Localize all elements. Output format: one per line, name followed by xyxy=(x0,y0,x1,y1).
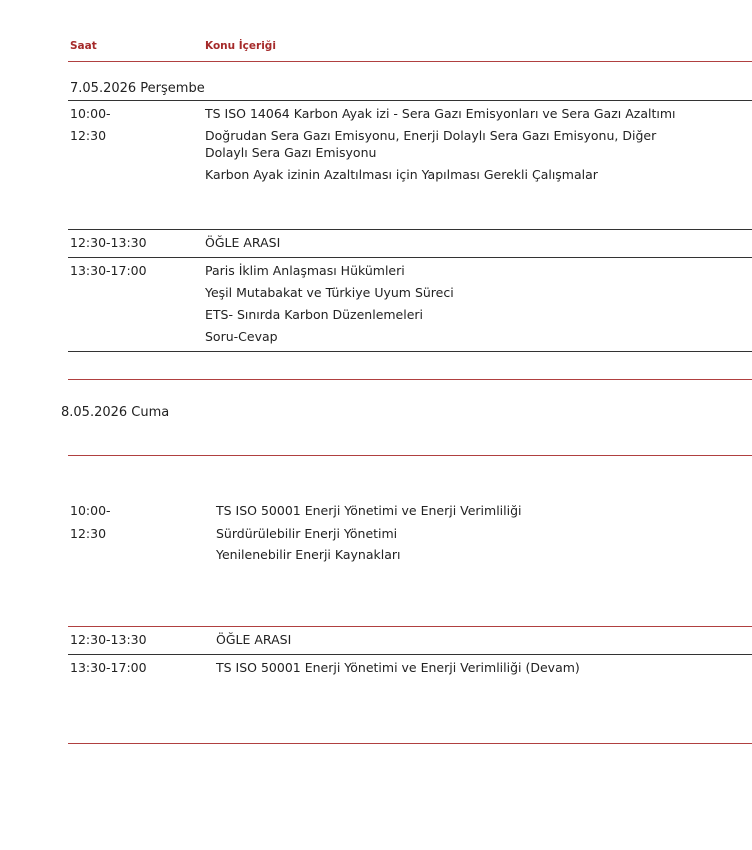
day1-lunch-time: 12:30-13:30 xyxy=(70,235,147,250)
day2-session1-topic: Yenilenebilir Enerji Kaynakları xyxy=(216,547,401,562)
day2-session1-time-start: 10:00- xyxy=(70,503,111,518)
day2-session2-topic: TS ISO 50001 Enerji Yönetimi ve Enerji Verimliliği (Devam) xyxy=(216,660,580,675)
day1-divider xyxy=(68,100,752,101)
day2-session1-topic: TS ISO 50001 Enerji Yönetimi ve Enerji Verimliliği xyxy=(216,503,522,518)
day1-date: 7.05.2026 Perşembe xyxy=(70,81,205,96)
day1-session1-topic: Doğrudan Sera Gazı Emisyonu, Enerji Dolaylı Sera Gazı Emisyonu, Diğer Dolaylı Sera Gazı Emisyonu xyxy=(205,128,657,160)
day1-session2-topic: Soru-Cevap xyxy=(205,329,278,344)
day2-lunch-time: 12:30-13:30 xyxy=(70,632,147,647)
day1-lunch-label: ÖĞLE ARASI xyxy=(205,235,281,250)
day-separator xyxy=(68,379,752,380)
day1-session2-topic: Yeşil Mutabakat ve Türkiye Uyum Süreci xyxy=(205,285,454,300)
day2-session2-time: 13:30-17:00 xyxy=(70,660,147,675)
day1-lunch-divider-bottom xyxy=(68,257,752,258)
day1-end-divider xyxy=(68,351,752,352)
day2-date: 8.05.2026 Cuma xyxy=(61,405,170,420)
day1-session1-time-start: 10:00- xyxy=(70,106,111,121)
day2-session1-topic: Sürdürülebilir Enerji Yönetimi xyxy=(216,526,398,541)
day2-lunch-label: ÖĞLE ARASI xyxy=(216,632,292,647)
day2-session1-time-end: 12:30 xyxy=(70,526,107,541)
day1-session1-topic: Karbon Ayak izinin Azaltılması için Yapılması Gerekli Çalışmalar xyxy=(205,167,598,182)
column-header-time: Saat xyxy=(70,40,97,52)
column-header-topic: Konu İçeriği xyxy=(205,40,276,52)
day1-session2-topic: Paris İklim Anlaşması Hükümleri xyxy=(205,263,405,278)
day1-session1-topic: TS ISO 14064 Karbon Ayak izi - Sera Gazı Emisyonları ve Sera Gazı Azaltımı xyxy=(205,106,676,121)
day1-session2-topic: ETS- Sınırda Karbon Düzenlemeleri xyxy=(205,307,424,322)
day2-divider xyxy=(68,455,752,456)
day2-lunch-divider-top xyxy=(68,626,752,627)
day2-end-divider xyxy=(68,743,752,744)
day1-session2-time: 13:30-17:00 xyxy=(70,263,147,278)
header-divider xyxy=(68,61,752,62)
day2-lunch-divider-bottom xyxy=(68,654,752,655)
day1-session1-time-end: 12:30 xyxy=(70,128,107,143)
day1-lunch-divider-top xyxy=(68,229,752,230)
